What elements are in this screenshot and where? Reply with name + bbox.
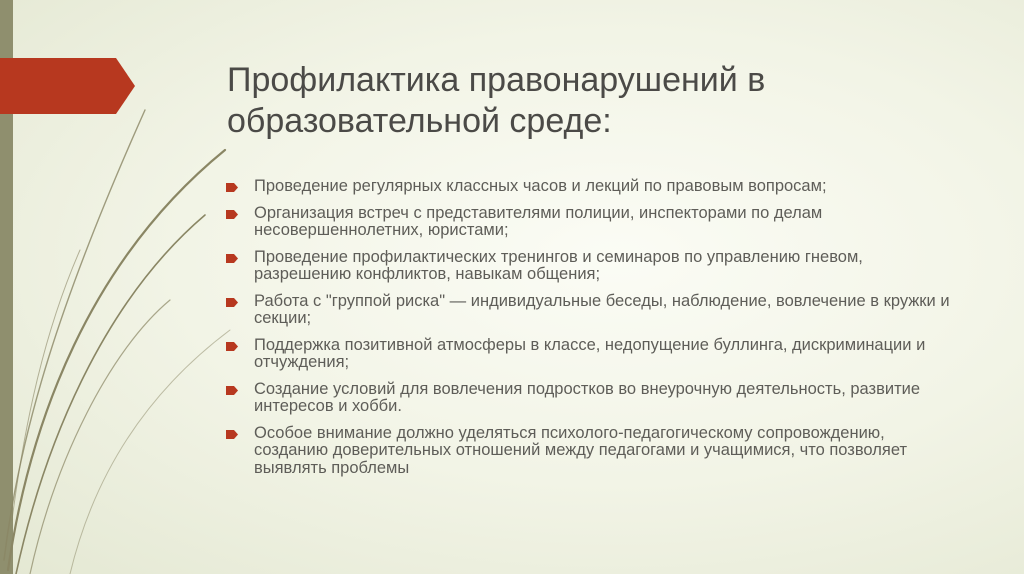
list-item bbox=[226, 205, 961, 240]
list-item bbox=[226, 381, 961, 416]
arrow-bullet-icon bbox=[226, 342, 238, 351]
bullet-text: Организация встреч с представителями полиции, инспекторами по делам несовершеннолетних, юристами; bbox=[254, 203, 823, 239]
list-item bbox=[226, 178, 961, 196]
slide-title: Профилактика правонарушений в образовательной среде: bbox=[227, 61, 766, 140]
arrow-bullet-icon bbox=[226, 183, 238, 192]
arrow-bullet-icon bbox=[226, 298, 238, 307]
list-item bbox=[226, 249, 961, 284]
bullet-text: Создание условий для вовлечения подростков во внеурочную деятельность, развитие интересов и хобби. bbox=[254, 379, 921, 415]
bullet-text: Поддержка позитивной атмосферы в классе, недопущение буллинга, дискриминации и отчуждения; bbox=[254, 335, 926, 371]
arrow-bullet-icon bbox=[226, 386, 238, 395]
list-item bbox=[226, 293, 961, 328]
list-item bbox=[226, 337, 961, 372]
bullet-text: Работа с "группой риска" — индивидуальные беседы, наблюдение, вовлечение в кружки и секции; bbox=[254, 291, 950, 327]
title-arrow-shape bbox=[0, 58, 135, 114]
arrow-bullet-icon bbox=[226, 210, 238, 219]
bullet-text: Проведение профилактических тренингов и семинаров по управлению гневом, разрешению конфликтов, навыкам общения; bbox=[254, 247, 863, 283]
list-item bbox=[226, 425, 961, 478]
bullet-text: Проведение регулярных классных часов и лекций по правовым вопросам; bbox=[254, 177, 827, 195]
arrow-bullet-icon bbox=[226, 430, 238, 439]
bullet-list bbox=[226, 178, 961, 486]
arrow-bullet-icon bbox=[226, 254, 238, 263]
bullet-text: Особое внимание должно уделяться психолого-педагогическому сопровождению, созданию доверительных отношений между педагогами и учащимися, что позволяет выявлять проблемы bbox=[254, 423, 907, 477]
